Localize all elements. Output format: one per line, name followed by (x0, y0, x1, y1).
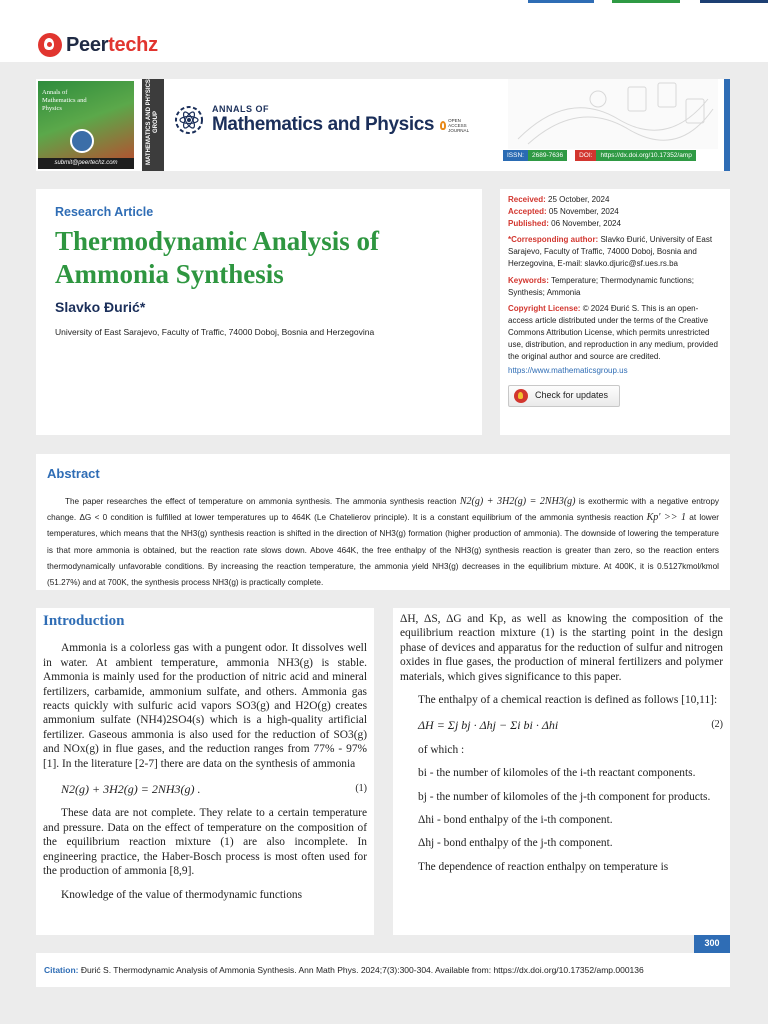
peertechz-logo-icon (38, 33, 62, 57)
doi-label: DOI: (575, 150, 596, 161)
corresponding-text: Slavko Đurić, University of East Sarajevo, Faculty of Traffic, 74000 Doboj, Bosnia and Herzegovina, E-mail: slavko.djuric@sf.ues.rs.ba (508, 235, 713, 268)
dates-block (508, 194, 722, 229)
equation-1 (43, 780, 367, 798)
of-which-label: of which : (418, 743, 465, 756)
definition-bi: bi - the number of kilomoles of the i-th reactant components. (418, 767, 696, 780)
website-link[interactable]: https://www.mathematicsgroup.us (508, 366, 628, 376)
article-title: Thermodynamic Analysis of Ammonia Synthesis (55, 226, 380, 289)
introduction-heading: Introduction (43, 613, 125, 629)
journal-logo[interactable] (172, 103, 472, 137)
right-paragraph-1: ΔH, ΔS, ΔG and Kp, as well as knowing the composition of the equilibrium reaction mixture (1) is the starting point in the design phase of devices and apparatus for the reduction of sulfur and nitrogen oxides in flue gases, the production of mineral fertilizers and polymer materials, which gives significance to this paper. (400, 613, 723, 683)
keywords-block (508, 275, 722, 299)
citation-bar (36, 953, 730, 987)
license-text: © 2024 Đurić S. This is an open-access article distributed under the terms of the Creative Commons Attribution License, which permits unrestricted use, distribution, and reproduction in any medium, provided the original author and source are credited. (508, 304, 718, 361)
open-access-text: OPEN ACCESS JOURNAL (448, 117, 470, 133)
equation-1-number: (1) (355, 783, 367, 795)
check-for-updates-label: Check for updates (535, 390, 609, 401)
published-label: Published: (508, 218, 549, 228)
right-paragraph-2: The enthalpy of a chemical reaction is defined as follows [10,11]: (418, 694, 718, 707)
identifier-row (503, 150, 696, 161)
definition-bj: bj - the number of kilomoles of the j-th component for products. (418, 790, 711, 803)
body-column-right (393, 608, 730, 935)
group-vertical-bar (142, 79, 164, 171)
accepted-date: 05 November, 2024 (548, 206, 619, 216)
cover-email: submit@peertechz.com (38, 158, 134, 169)
abstract-equation-2: Kp' >> 1 (646, 512, 686, 524)
citation-text: Đurić S. Thermodynamic Analysis of Ammonia Synthesis. Ann Math Phys. 2024;7(3):300-304. Available from: https://dx.doi.org/10.17352/amp.000136 (80, 965, 644, 975)
issn-label: ISSN: (503, 150, 528, 161)
top-nav-strip-green[interactable] (612, 0, 680, 3)
site-header (0, 0, 768, 62)
equation-2 (400, 716, 723, 734)
cover-badge-icon (70, 129, 94, 153)
page-number: 300 (694, 935, 730, 953)
top-nav-strip-navy[interactable] (700, 0, 768, 3)
issn-value: 2689-7636 (528, 150, 567, 161)
abstract-p2: is exothermic with a negative entropy change. ΔG < 0 condition is fulfilled at lower temperatures up to 464K (Le Chatelierov principle). It is a constant equilibrium of the ammonia synthesis reaction (47, 497, 719, 523)
author-affiliation: University of East Sarajevo, Faculty of Traffic, 74000 Doboj, Bosnia and Herzegovina (55, 327, 375, 337)
crossmark-icon (514, 389, 528, 403)
published-date: 06 November, 2024 (551, 218, 621, 228)
equation-2-number: (2) (711, 719, 723, 731)
citation-label: Citation: (44, 965, 79, 975)
intro-paragraph-2: These data are not complete. They relate to a certain temperature and pressure. Data on the effect of temperature on the composition of the equilibrium reaction mixture (1) are also incomplete. In engineering practice, the Haber-Bosch process is most often used for the production of ammonia [8,9]. (43, 807, 367, 878)
logo-text-techz: techz (108, 33, 158, 56)
journal-cover-image[interactable] (38, 81, 134, 169)
abstract-p3: at lower temperatures, which means that the NH3(g) synthesis reaction is shifted in the direction of NH3(g) formation (higher production of ammonia). The downside of lowering the temperature is that more ammonia is obtained, but the reaction rate slows down. Above 464K, the free enthalpy of the NH3(g) synthesis reaction is greater than zero, so the reaction enters thermodynamically unfavorable conditions. By increasing the reaction temperature, the ammonia yield NH3(g) decreases in the equilibrium mixture. At 400K, it is 0.5127kmol/kmol (51.27%) and at 700K, the synthesis process NH3(g) is practically complete. (47, 513, 719, 588)
journal-name-prefix: ANNALS OF (212, 104, 269, 114)
open-access-badge (440, 118, 472, 133)
cover-title: Annals of Mathematics and Physics (42, 89, 87, 112)
license-label: Copyright License: (508, 304, 581, 314)
check-for-updates-button[interactable] (508, 385, 620, 407)
definition-dhi: Δhi - bond enthalpy of the i-th component. (418, 814, 613, 827)
atom-gear-icon (172, 103, 206, 137)
author-name[interactable]: Slavko Đurić* (55, 299, 146, 315)
intro-paragraph-1: Ammonia is a colorless gas with a pungent odor. It dissolves well in water. At ambient temperature, ammonia NH3(g) is stable. Ammonia is mainly used for the production of nitric acid and mineral fertilizers, carbamide, ammonium sulfate, and others. Ammonia gas reacts quickly with sulfuric acid vapors SO3(g) and H2O(g) creates ammonium sulfate (NH4)2SO4(s) which is a high-quality artificial fertilizer. Gaseous ammonia is also used for the reduction of SO3(g) and NOx(g) in flue gases, and the reduction ranges from 77% - 97% [1]. In the literature [2-7] there are data on the synthesis of ammonia (43, 642, 367, 770)
article-meta-sidebar (500, 189, 730, 435)
equation-2-expression: ΔH = Σj bj · Δhj − Σi bi · Δhi (418, 718, 559, 733)
article-type: Research Article (55, 205, 154, 219)
keywords-label: Keywords: (508, 275, 549, 285)
top-nav-strip-blue[interactable] (528, 0, 594, 3)
logo-text (66, 34, 158, 57)
corresponding-author-block (508, 234, 722, 269)
right-paragraph-3: The dependence of reaction enthalpy on temperature is (418, 860, 669, 873)
body-column-left (36, 608, 374, 935)
abstract-section (36, 454, 730, 590)
abstract-equation-1: N2(g) + 3H2(g) = 2NH3(g) (459, 496, 576, 507)
article-title-card (36, 189, 482, 435)
abstract-heading: Abstract (47, 466, 100, 481)
group-vertical-label: MATHEMATICS AND PHYSICS GROUP (146, 79, 159, 165)
received-label: Received: (508, 195, 546, 204)
corresponding-label: *Corresponding author: (508, 235, 599, 245)
peertechz-logo[interactable] (38, 33, 158, 57)
banner-accent-bar (724, 79, 730, 171)
definition-dhj: Δhj - bond enthalpy of the j-th component. (418, 837, 613, 850)
accepted-label: Accepted: (508, 206, 547, 216)
doi-link[interactable]: https://dx.doi.org/10.17352/amp (596, 150, 695, 161)
intro-paragraph-3: Knowledge of the value of thermodynamic functions (61, 888, 303, 901)
license-block (508, 303, 722, 362)
banner-document-illustration (508, 79, 718, 149)
abstract-text (47, 494, 719, 591)
open-access-lock-icon (440, 121, 446, 130)
abstract-p1: The paper researches the effect of temperature on ammonia synthesis. The ammonia synthesis reaction (65, 497, 457, 506)
logo-text-peer: Peer (66, 33, 109, 56)
equation-1-expression: N2(g) + 3H2(g) = 2NH3(g) . (61, 782, 201, 797)
journal-name: Mathematics and Physics (212, 114, 435, 135)
received-date: 25 October, 2024 (548, 195, 610, 204)
journal-banner (36, 79, 730, 171)
keywords-text: Temperature; Thermodynamic functions; Synthesis; Ammonia (508, 275, 695, 297)
